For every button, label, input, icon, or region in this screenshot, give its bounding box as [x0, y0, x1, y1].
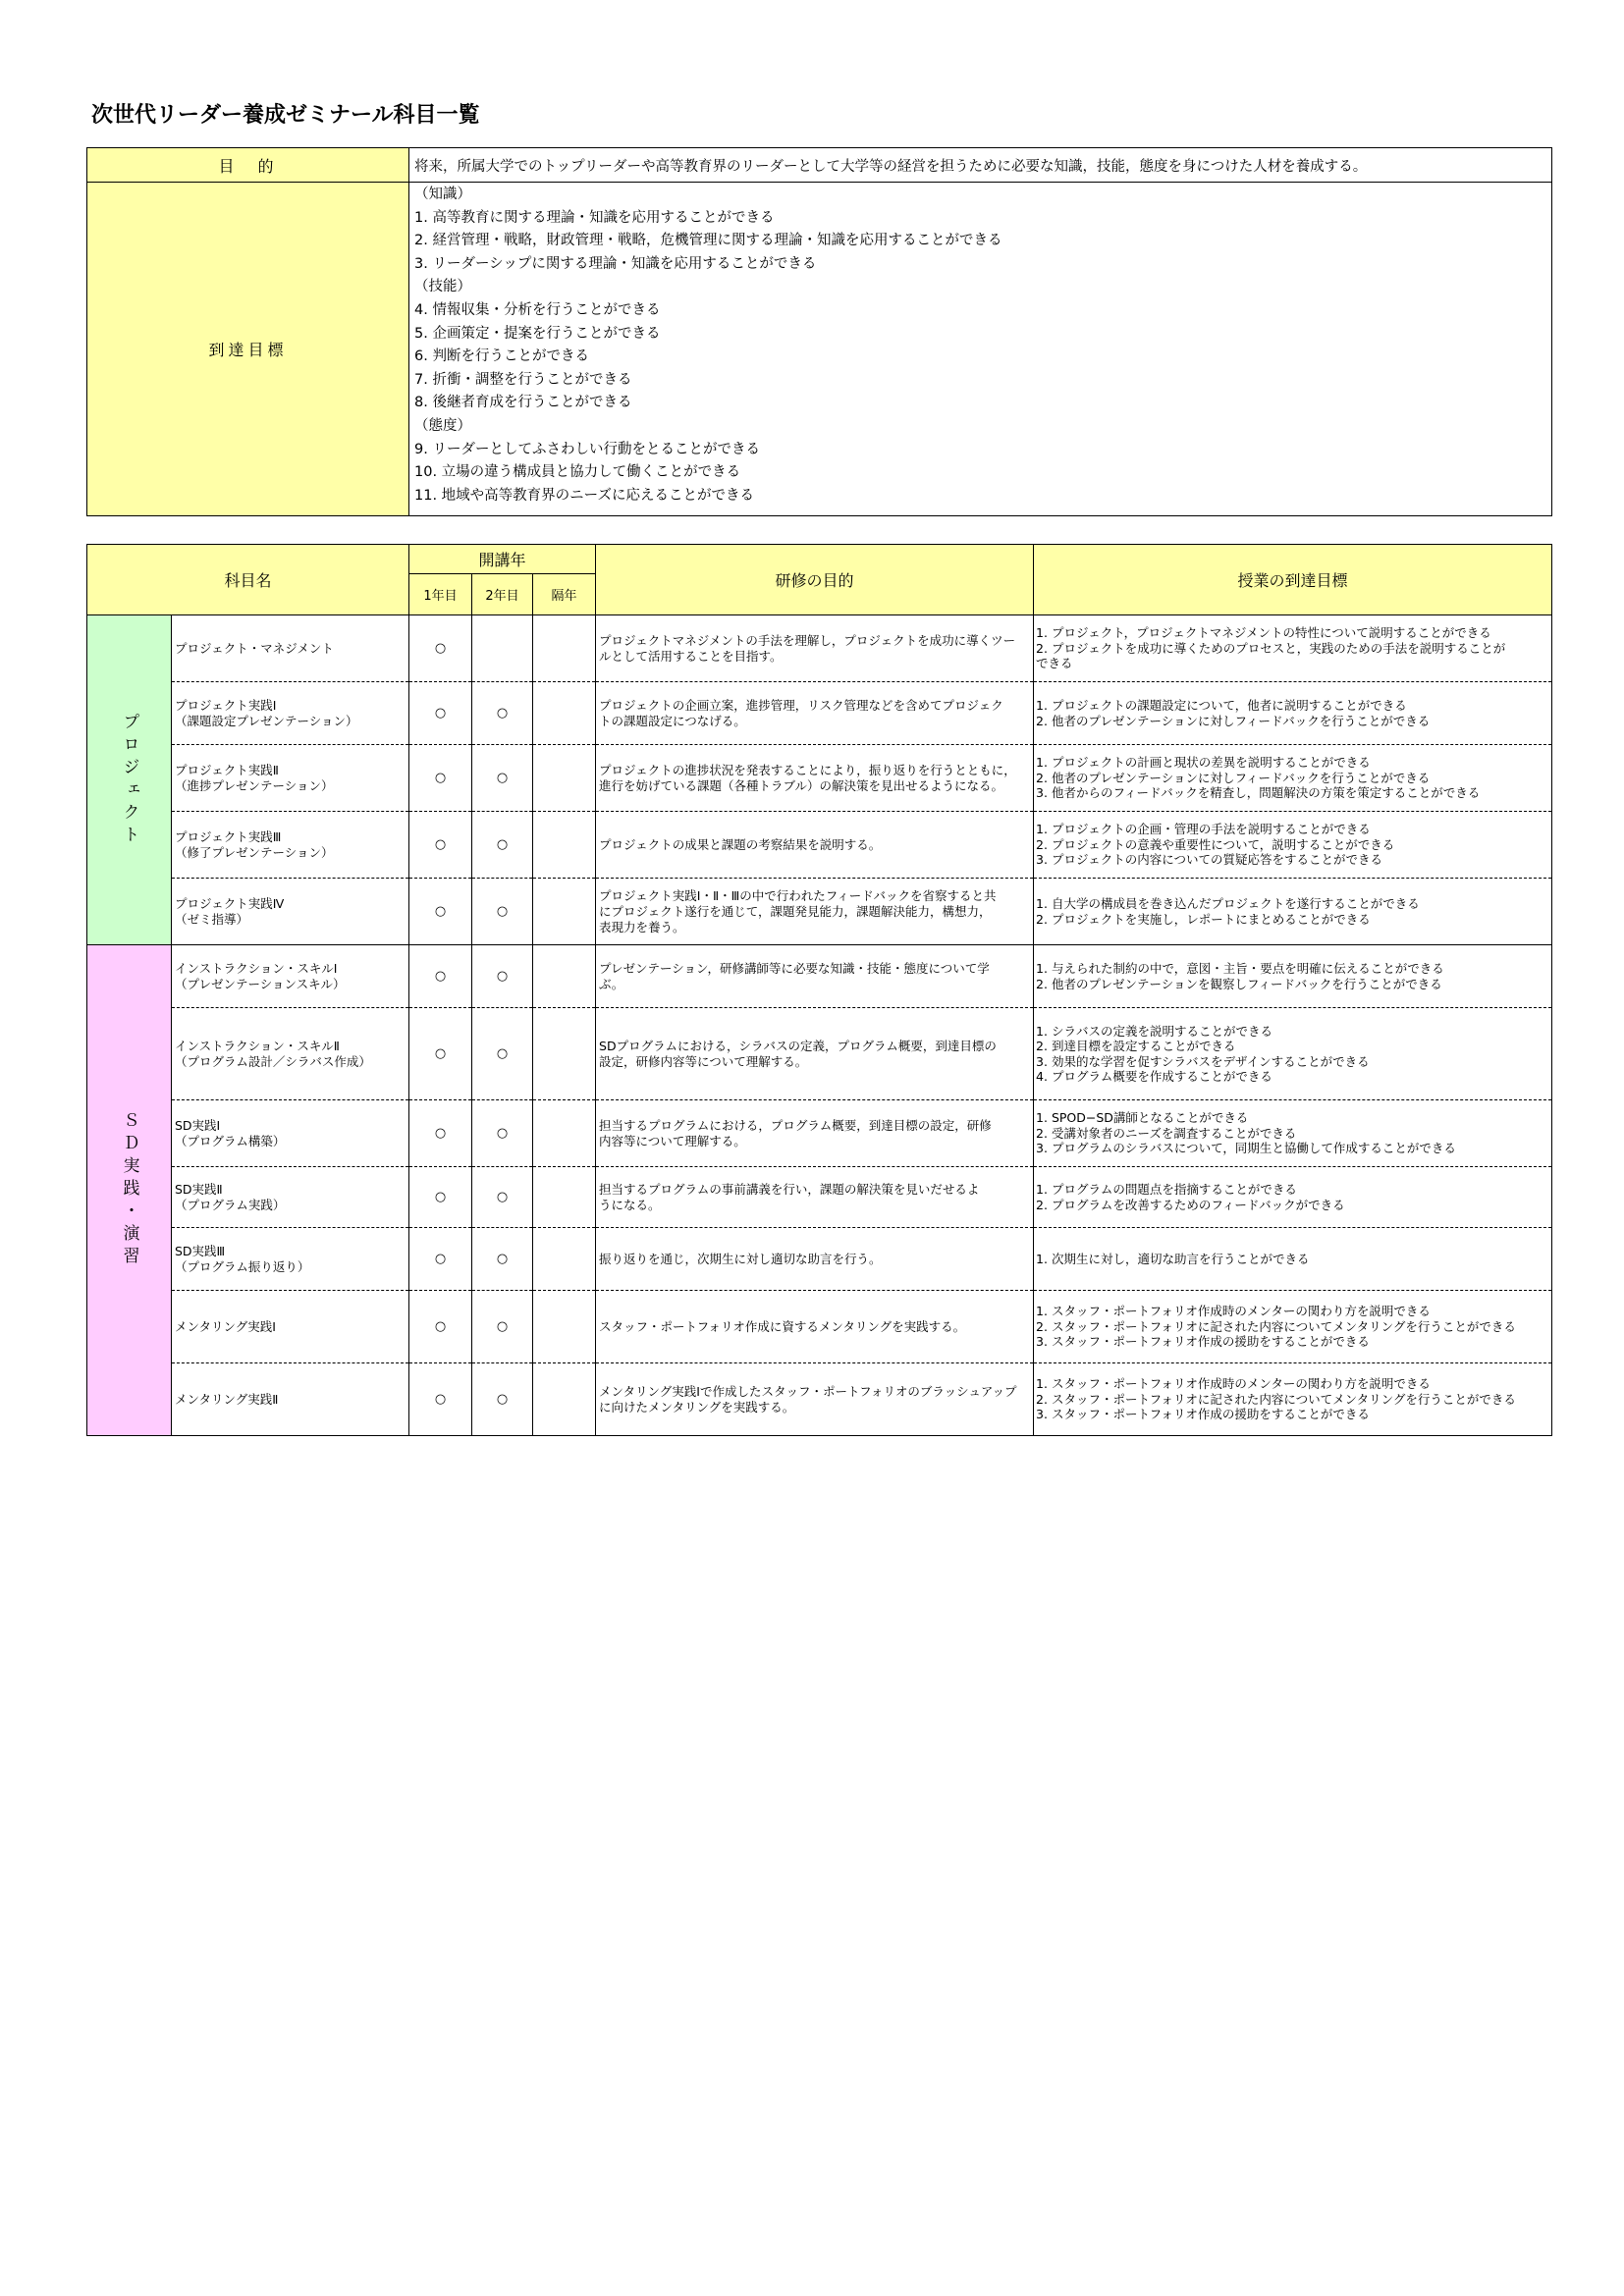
training-purpose — [596, 1008, 1034, 1100]
goals-list — [409, 183, 1552, 516]
subject-name-line: （進捗プレゼンテーション） — [175, 777, 334, 793]
alternate-mark — [533, 812, 596, 879]
training-purpose — [596, 879, 1034, 945]
purpose-line: SDプログラムにおける，シラバスの定義，プログラム概要，到達目標の — [599, 1038, 997, 1053]
subject-name-line: （プレゼンテーションスキル） — [175, 976, 346, 991]
alternate-mark — [533, 1363, 596, 1436]
alternate-mark — [533, 1228, 596, 1291]
subject-name-line: プロジェクト実践Ⅲ — [175, 828, 282, 844]
subject-name-line: （修了プレゼンテーション） — [175, 844, 334, 860]
header-purpose: 研修の目的 — [596, 545, 1034, 615]
category-cell — [87, 945, 172, 1436]
target-line: 2. スタッフ・ポートフォリオに記された内容についてメンタリングを行うことができる — [1036, 1318, 1516, 1334]
target-line: 1. スタッフ・ポートフォリオ作成時のメンターの関わり方を説明できる — [1036, 1304, 1431, 1319]
target-line: できる — [1036, 656, 1073, 671]
target-line: 2. 他者のプレゼンテーションに対しフィードバックを行うことができる — [1036, 770, 1431, 785]
goal-line: 6. 判断を行うことができる — [414, 348, 589, 365]
subject-name-line: SD実践Ⅲ — [175, 1243, 226, 1258]
course-targets — [1034, 812, 1552, 879]
goal-line: （知識） — [414, 187, 471, 202]
target-line: 1. スタッフ・ポートフォリオ作成時のメンターの関わり方を説明できる — [1036, 1376, 1431, 1392]
target-line: 1. プロジェクトの課題設定について，他者に説明することができる — [1036, 698, 1407, 713]
purpose-line: プロジェクトマネジメントの手法を理解し，プロジェクトを成功に導くツー — [599, 632, 1016, 648]
alternate-mark — [533, 1008, 596, 1100]
target-line: 2. 受講対象者のニーズを調査することができる — [1036, 1125, 1297, 1141]
goal-line: （技能） — [414, 279, 471, 295]
subject-name-line: プロジェクト実践Ⅱ — [175, 762, 279, 777]
training-purpose — [596, 945, 1034, 1008]
table-row — [87, 615, 1552, 682]
header-subject: 科目名 — [87, 545, 409, 615]
goal-line: 10. 立場の違う構成員と協力して働くことができる — [414, 464, 741, 481]
goal-line: 9. リーダーとしてふさわしい行動をとることができる — [414, 441, 760, 457]
category-label: プロジェクト — [119, 712, 139, 848]
purpose-text: 将来，所属大学でのトップリーダーや高等教育界のリーダーとして大学等の経営を担うために必要な知識，技能，態度を身につけた人材を養成する。 — [409, 148, 1552, 183]
subject-name-line: インストラクション・スキルⅡ — [175, 1038, 340, 1053]
page-title: 次世代リーダー養成ゼミナール科目一覧 — [91, 103, 480, 128]
purpose-line: プロジェクト実践Ⅰ・Ⅱ・Ⅲの中で行われたフィードバックを省察すると共 — [599, 887, 997, 903]
target-line: 1. 与えられた制約の中で，意図・主旨・要点を明確に伝えることができる — [1036, 961, 1444, 976]
target-line: 2. プログラムを改善するためのフィードバックができる — [1036, 1197, 1345, 1212]
purpose-line: スタッフ・ポートフォリオ作成に資するメンタリングを実践する。 — [599, 1318, 966, 1334]
subject-name-line: （プログラム構築） — [175, 1133, 286, 1148]
subject-name-line: インストラクション・スキルⅠ — [175, 960, 338, 976]
category-cell — [87, 615, 172, 945]
purpose-line: トの課題設定につなげる。 — [599, 713, 746, 728]
goal-line: 11. 地域や高等教育界のニーズに応えることができる — [414, 487, 754, 504]
subject-name — [172, 615, 409, 682]
goal-line: 8. 後継者育成を行うことができる — [414, 395, 632, 411]
year2-mark: ○ — [472, 745, 533, 812]
purpose-line: 表現力を養う。 — [599, 919, 685, 934]
category-label: ＳＤ実践・演習 — [119, 1111, 139, 1269]
year1-mark: ○ — [409, 682, 472, 745]
table-row — [87, 879, 1552, 945]
alternate-mark — [533, 945, 596, 1008]
course-table — [86, 544, 1552, 1436]
subject-name — [172, 1228, 409, 1291]
target-line: 4. プログラム概要を作成することができる — [1036, 1069, 1272, 1084]
target-line: 1. プロジェクトの企画・管理の手法を説明することができる — [1036, 822, 1371, 837]
target-line: 2. 他者のプレゼンテーションを観察しフィードバックを行うことができる — [1036, 976, 1442, 991]
subject-name — [172, 745, 409, 812]
alternate-mark — [533, 1291, 596, 1363]
course-targets — [1034, 1363, 1552, 1436]
target-line: 1. SPOD−SD講師となることができる — [1036, 1110, 1249, 1126]
header-alternate: 隔年 — [533, 574, 596, 615]
training-purpose — [596, 745, 1034, 812]
subject-name — [172, 879, 409, 945]
training-purpose — [596, 1291, 1034, 1363]
course-targets — [1034, 1167, 1552, 1228]
header-year2: 2年目 — [472, 574, 533, 615]
purpose-line: ぶ。 — [599, 976, 624, 991]
subject-name — [172, 945, 409, 1008]
purpose-line: 設定，研修内容等について理解する。 — [599, 1053, 808, 1069]
target-line: 2. 到達目標を設定することができる — [1036, 1039, 1236, 1053]
target-line: 1. シラバスの定義を説明することができる — [1036, 1023, 1272, 1039]
year1-mark: ○ — [409, 812, 472, 879]
purpose-line: にプロジェクト遂行を通じて，課題発見能力，課題解決能力，構想力， — [599, 903, 992, 919]
course-targets — [1034, 1228, 1552, 1291]
subject-name-line: メンタリング実践Ⅱ — [175, 1391, 279, 1407]
training-purpose — [596, 682, 1034, 745]
goal-line: 5. 企画策定・提案を行うことができる — [414, 325, 661, 342]
goal-line: 2. 経営管理・戦略，財政管理・戦略，危機管理に関する理論・知識を応用することができる — [414, 233, 1002, 249]
year1-mark: ○ — [409, 1228, 472, 1291]
header-year: 開講年 — [409, 545, 596, 574]
purpose-line: 進行を妨げている課題（各種トラブル）の解決策を見出せるようになる。 — [599, 777, 1004, 793]
target-line: 1. プロジェクトの計画と現状の差異を説明することができる — [1036, 755, 1371, 771]
target-line: 2. プロジェクトを成功に導くためのプロセスと，実践のための手法を説明することが — [1036, 640, 1506, 656]
goals-label: 到達目標 — [87, 183, 409, 516]
subject-name-line: SD実践Ⅰ — [175, 1117, 221, 1133]
target-line: 3. 他者からのフィードバックを精査し，問題解決の方策を策定することができる — [1036, 785, 1481, 801]
purpose-line: メンタリング実践Ⅰで作成したスタッフ・ポートフォリオのブラッシュアップ — [599, 1383, 1017, 1399]
goals-table — [86, 147, 1552, 516]
alternate-mark — [533, 615, 596, 682]
subject-name — [172, 1167, 409, 1228]
purpose-line: ルとして活用することを目指す。 — [599, 648, 783, 664]
purpose-line: プロジェクトの成果と課題の考察結果を説明する。 — [599, 836, 882, 852]
subject-name — [172, 1363, 409, 1436]
year2-mark: ○ — [472, 812, 533, 879]
subject-name-line: SD実践Ⅱ — [175, 1181, 223, 1197]
year1-mark: ○ — [409, 1167, 472, 1228]
target-line: 3. スタッフ・ポートフォリオ作成の援助をすることができる — [1036, 1407, 1370, 1422]
year2-mark: ○ — [472, 1167, 533, 1228]
table-row — [87, 812, 1552, 879]
year2-mark: ○ — [472, 1291, 533, 1363]
purpose-line: プレゼンテーション，研修講師等に必要な知識・技能・態度について学 — [599, 960, 990, 976]
alternate-mark — [533, 1100, 596, 1167]
goal-line: 4. 情報収集・分析を行うことができる — [414, 301, 661, 318]
subject-name — [172, 682, 409, 745]
target-line: 2. プロジェクトの意義や重要性について，説明することができる — [1036, 836, 1395, 852]
purpose-line: に向けたメンタリングを実践する。 — [599, 1399, 795, 1415]
subject-name-line: （プログラム振り返り） — [175, 1258, 310, 1274]
year2-mark: ○ — [472, 1363, 533, 1436]
year1-mark: ○ — [409, 615, 472, 682]
year2-mark: ○ — [472, 682, 533, 745]
table-row — [87, 1291, 1552, 1363]
training-purpose — [596, 1228, 1034, 1291]
purpose-line: プロジェクトの進捗状況を発表することにより，振り返りを行うとともに， — [599, 762, 1016, 777]
year2-mark: ○ — [472, 1228, 533, 1291]
table-row — [87, 1167, 1552, 1228]
course-targets — [1034, 945, 1552, 1008]
subject-name-line: プロジェクト実践Ⅰ — [175, 697, 277, 713]
subject-name-line: プロジェクト・マネジメント — [175, 640, 334, 656]
target-line: 3. スタッフ・ポートフォリオ作成の援助をすることができる — [1036, 1334, 1370, 1350]
header-targets: 授業の到達目標 — [1034, 545, 1552, 615]
table-row — [87, 745, 1552, 812]
purpose-line: プロジェクトの企画立案，進捗管理，リスク管理などを含めてプロジェク — [599, 697, 1003, 713]
subject-name — [172, 1100, 409, 1167]
year1-mark: ○ — [409, 1100, 472, 1167]
training-purpose — [596, 615, 1034, 682]
goal-line: 1. 高等教育に関する理論・知識を応用することができる — [414, 209, 775, 226]
table-row — [87, 1100, 1552, 1167]
subject-name-line: （ゼミ指導） — [175, 911, 249, 927]
alternate-mark — [533, 1167, 596, 1228]
course-targets — [1034, 1008, 1552, 1100]
target-line: 1. 自大学の構成員を巻き込んだプロジェクトを遂行することができる — [1036, 896, 1420, 911]
table-row — [87, 1228, 1552, 1291]
purpose-line: 担当するプログラムにおける，プログラム概要，到達目標の設定，研修 — [599, 1117, 992, 1133]
subject-name-line: メンタリング実践Ⅰ — [175, 1318, 276, 1334]
table-row — [87, 1008, 1552, 1100]
course-targets — [1034, 1291, 1552, 1363]
purpose-line: 振り返りを通じ，次期生に対し適切な助言を行う。 — [599, 1251, 882, 1266]
target-line: 3. プログラムのシラバスについて，同期生と協働して作成することができる — [1036, 1141, 1456, 1156]
year1-mark: ○ — [409, 1291, 472, 1363]
subject-name — [172, 1291, 409, 1363]
year2-mark: ○ — [472, 945, 533, 1008]
course-targets — [1034, 745, 1552, 812]
training-purpose — [596, 812, 1034, 879]
purpose-line: うになる。 — [599, 1197, 661, 1212]
subject-name-line: （プログラム設計／シラバス作成） — [175, 1053, 371, 1069]
training-purpose — [596, 1363, 1034, 1436]
table-row — [87, 682, 1552, 745]
course-targets — [1034, 615, 1552, 682]
subject-name-line: （プログラム実践） — [175, 1197, 286, 1212]
year1-mark: ○ — [409, 879, 472, 945]
year1-mark: ○ — [409, 745, 472, 812]
header-year1: 1年目 — [409, 574, 472, 615]
purpose-label: 目 的 — [87, 148, 409, 183]
training-purpose — [596, 1167, 1034, 1228]
subject-name — [172, 1008, 409, 1100]
year2-mark: ○ — [472, 1008, 533, 1100]
table-row — [87, 945, 1552, 1008]
target-line: 3. 効果的な学習を促すシラバスをデザインすることができる — [1036, 1053, 1370, 1069]
target-line: 3. プロジェクトの内容についての質疑応答をすることができる — [1036, 852, 1382, 868]
target-line: 1. 次期生に対し，適切な助言を行うことができる — [1036, 1251, 1310, 1266]
target-line: 2. プロジェクトを実施し，レポートにまとめることができる — [1036, 911, 1371, 927]
target-line: 1. プロジェクト，プロジェクトマネジメントの特性について説明することができる — [1036, 625, 1491, 641]
course-targets — [1034, 879, 1552, 945]
subject-name-line: （課題設定プレゼンテーション） — [175, 713, 358, 728]
subject-name — [172, 812, 409, 879]
training-purpose — [596, 1100, 1034, 1167]
target-line: 2. 他者のプレゼンテーションに対しフィードバックを行うことができる — [1036, 713, 1431, 728]
target-line: 1. プログラムの問題点を指摘することができる — [1036, 1182, 1297, 1197]
goal-line: 7. 折衝・調整を行うことができる — [414, 371, 632, 388]
goal-line: 3. リーダーシップに関する理論・知識を応用することができる — [414, 255, 817, 272]
year1-mark: ○ — [409, 1363, 472, 1436]
table-row — [87, 1363, 1552, 1436]
purpose-line: 内容等について理解する。 — [599, 1133, 746, 1148]
target-line: 2. スタッフ・ポートフォリオに記された内容についてメンタリングを行うことができる — [1036, 1391, 1516, 1407]
year1-mark: ○ — [409, 1008, 472, 1100]
subject-name-line: プロジェクト実践Ⅳ — [175, 895, 285, 911]
year2-mark — [472, 615, 533, 682]
purpose-line: 担当するプログラムの事前講義を行い，課題の解決策を見いだせるよ — [599, 1181, 980, 1197]
alternate-mark — [533, 879, 596, 945]
year2-mark: ○ — [472, 1100, 533, 1167]
year2-mark: ○ — [472, 879, 533, 945]
alternate-mark — [533, 682, 596, 745]
course-targets — [1034, 682, 1552, 745]
goal-line: （態度） — [414, 417, 471, 434]
course-targets — [1034, 1100, 1552, 1167]
year1-mark: ○ — [409, 945, 472, 1008]
alternate-mark — [533, 745, 596, 812]
